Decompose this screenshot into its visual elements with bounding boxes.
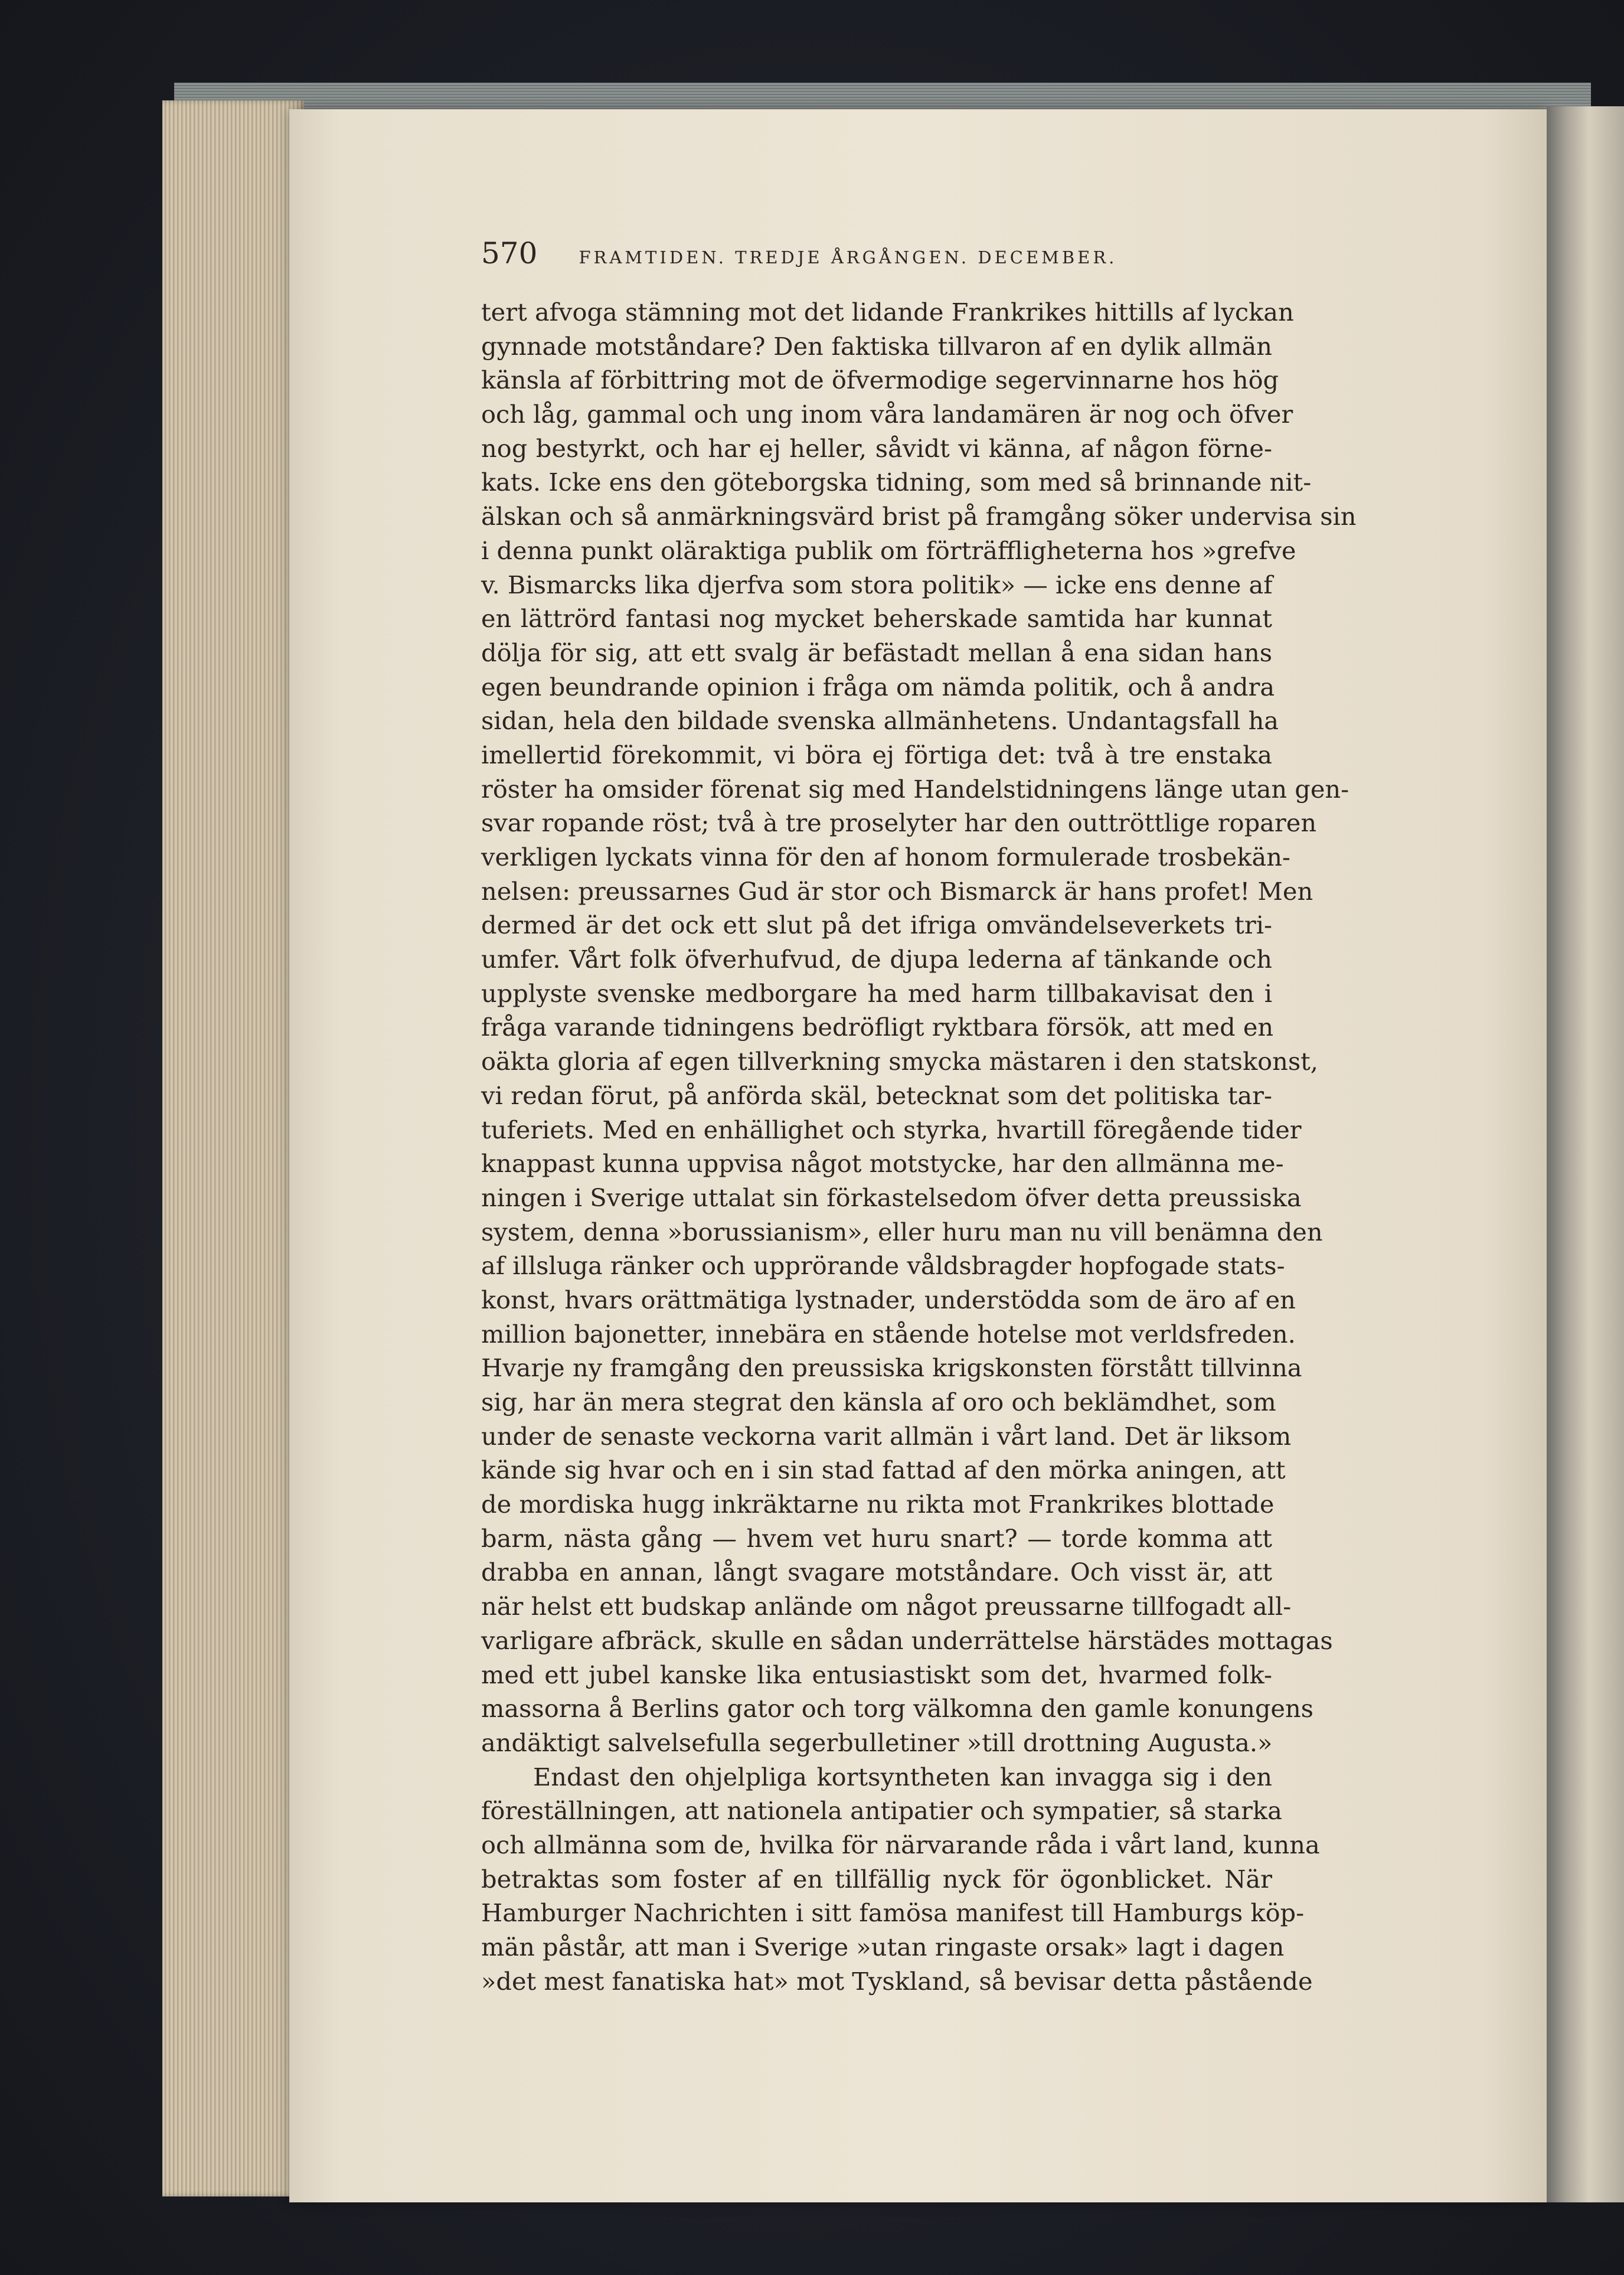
text-line: oäkta gloria af egen tillverkning smycka mästaren i den statskonst, (481, 1047, 1318, 1076)
text-line: varligare afbräck, skulle en sådan underrättelse härstädes mottagas (481, 1626, 1333, 1655)
facing-page-edge (1547, 106, 1624, 2202)
page-edges-top (174, 83, 1591, 109)
text-line: när helst ett budskap anlände om något preussarne tillfogadt all- (481, 1592, 1292, 1621)
text-line: nelsen: preussarnes Gud är stor och Bismarck är hans profet! Men (481, 876, 1313, 906)
text-line: barm, nästa gång — hvem vet huru snart? — torde komma att (481, 1523, 1272, 1553)
text-line: nog bestyrkt, och har ej heller, såvidt vi känna, af någon förne- (481, 433, 1272, 463)
text-line: »det mest fanatiska hat» mot Tyskland, så bevisar detta påstående (481, 1966, 1313, 1996)
text-line: egen beundrande opinion i fråga om nämda politik, och å andra (481, 672, 1275, 701)
text-line: dermed är det ock ett slut på det ifriga omvändelseverkets tri- (481, 910, 1272, 940)
text-line: kats. Icke ens den göteborgska tidning, som med så brinnande nit- (481, 468, 1312, 497)
text-line: älskan och så anmärkningsvärd brist på framgång söker undervisa sin (481, 502, 1357, 531)
text-line: vi redan förut, på anförda skäl, betecknat som det politiska tar- (481, 1081, 1272, 1110)
page-number: 570 (481, 236, 538, 270)
text-line: fråga varande tidningens bedröfligt ryktbara försök, att med en (481, 1013, 1274, 1042)
text-line: umfer. Vårt folk öfverhufvud, de djupa lederna af tänkande och (481, 945, 1272, 974)
text-line: andäktigt salvelsefulla segerbulletiner »till drottning Augusta.» (481, 1728, 1273, 1757)
running-header (481, 236, 1272, 278)
text-line: i denna punkt oläraktiga publik om förträffligheterna hos »grefve (481, 536, 1296, 565)
text-line: under de senaste veckorna varit allmän i vårt land. Det är liksom (481, 1421, 1292, 1451)
text-line: kände sig hvar och en i sin stad fattad af den mörka aningen, att (481, 1455, 1286, 1485)
text-line: gynnade motståndare? Den faktiska tillvaron af en dylik allmän (481, 331, 1272, 361)
text-line: med ett jubel kanske lika entusiastiskt som det, hvarmed folk- (481, 1660, 1272, 1689)
text-line: knappast kunna uppvisa något motstycke, har den allmänna me- (481, 1149, 1284, 1179)
text-line: och allmänna som de, hvilka för närvarande råda i vårt land, kunna (481, 1830, 1320, 1859)
text-line: röster ha omsider förenat sig med Handelstidningens länge utan gen- (481, 774, 1349, 804)
text-line: million bajonetter, innebära en stående hotelse mot verldsfreden. (481, 1319, 1296, 1349)
text-line: ningen i Sverige uttalat sin förkastelsedom öfver detta preussiska (481, 1183, 1302, 1212)
text-line: system, denna »borussianism», eller huru man nu vill benämna den (481, 1217, 1323, 1246)
text-line: tuferiets. Med en enhällighet och styrka, hvartill föregående tider (481, 1115, 1302, 1144)
running-title: FRAMTIDEN. TREDJE ÅRGÅNGEN. DECEMBER. (579, 247, 1117, 267)
text-line: af illsluga ränker och upprörande våldsbragder hopfogade stats- (481, 1251, 1285, 1281)
text-line: Endast den ohjelpliga kortsyntheten kan invagga sig i den (533, 1762, 1272, 1791)
text-line: Hvarje ny framgång den preussiska krigskonsten förstått tillvinna (481, 1353, 1302, 1383)
text-line: de mordiska hugg inkräktarne nu rikta mot Frankrikes blottade (481, 1490, 1275, 1519)
text-line: imellertid förekommit, vi böra ej förtiga det: två à tre enstaka (481, 740, 1272, 769)
text-line: Hamburger Nachrichten i sitt famösa manifest till Hamburgs köp- (481, 1898, 1305, 1928)
body-text (481, 295, 1357, 1998)
text-line: känsla af förbittring mot de öfvermodige segervinnarne hos hög (481, 365, 1279, 395)
text-line: tert afvoga stämning mot det lidande Frankrikes hittills af lyckan (481, 298, 1294, 327)
text-line: betraktas som foster af en tillfällig nyck för ögonblicket. När (481, 1864, 1272, 1894)
text-line: verkligen lyckats vinna för den af honom formulerade trosbekän- (481, 843, 1290, 872)
text-line: sidan, hela den bildade svenska allmänhetens. Undantagsfall ha (481, 706, 1279, 736)
text-line: konst, hvars orättmätiga lystnader, understödda som de äro af en (481, 1285, 1296, 1314)
text-line: massorna å Berlins gator och torg välkomna den gamle konungens (481, 1694, 1313, 1724)
text-line: föreställningen, att nationela antipatier och sympatier, så starka (481, 1796, 1282, 1826)
text-line: v. Bismarcks lika djerfva som stora politik» — icke ens denne af (481, 570, 1273, 599)
text-line: en lättrörd fantasi nog mycket beherskade samtida har kunnat (481, 604, 1272, 634)
text-line: sig, har än mera stegrat den känsla af oro och beklämdhet, som (481, 1388, 1276, 1416)
text-line: drabba en annan, långt svagare motståndare. Och visst är, att (481, 1558, 1272, 1587)
text-line: svar ropande röst; två à tre proselyter har den outtröttlige roparen (481, 808, 1317, 838)
page-stack-edge (162, 100, 304, 2196)
text-line: upplyste svenske medborgare ha med harm tillbakavisat den i (481, 978, 1272, 1008)
text-line: män påstår, att man i Sverige »utan ringaste orsak» lagt i dagen (481, 1933, 1285, 1961)
text-line: och låg, gammal och ung inom våra landamären är nog och öfver (481, 400, 1293, 429)
text-line: dölja för sig, att ett svalg är befästadt mellan å ena sidan hans (481, 638, 1272, 667)
